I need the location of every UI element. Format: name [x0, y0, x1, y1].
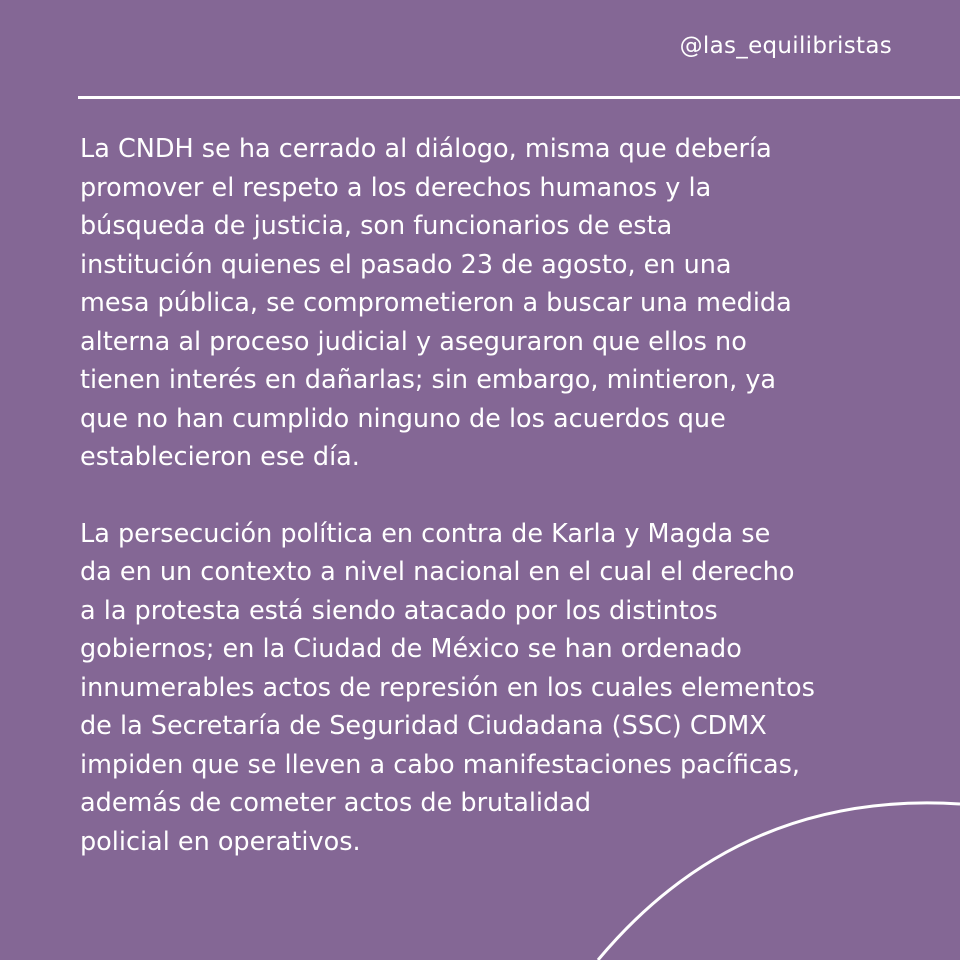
paragraph-2 [80, 515, 930, 862]
text-line: tienen interés en dañarlas; sin embargo, mintieron, ya [80, 365, 777, 395]
text-line: gobiernos; en la Ciudad de México se han ordenado [80, 634, 742, 664]
text-line: mesa pública, se comprometieron a buscar una medida [80, 288, 792, 318]
text-line: establecieron ese día. [80, 442, 360, 472]
text-line: promover el respeto a los derechos humanos y la [80, 172, 712, 203]
text-line: impiden que se lleven a cabo manifestaciones pacíficas, [80, 749, 800, 780]
text-line: búsqueda de justicia, son funcionarios de esta [80, 211, 673, 241]
text-line: a la protesta está siendo atacado por los distintos [80, 595, 718, 626]
text-line: da en un contexto a nivel nacional en el cual el derecho [80, 557, 795, 587]
top-divider [78, 96, 960, 99]
text-line: de la Secretaría de Seguridad Ciudadana (SSC) CDMX [80, 711, 767, 741]
text-line: La CNDH se ha cerrado al diálogo, misma que debería [80, 134, 772, 164]
text-line: que no han cumplido ninguno de los acuerdos que [80, 403, 726, 434]
body-text [80, 130, 930, 861]
paragraph-1 [80, 130, 930, 477]
handle: @las_equilibristas [679, 33, 892, 59]
text-line: La persecución política en contra de Karla y Magda se [80, 518, 771, 549]
text-line: institución quienes el pasado 23 de agosto, en una [80, 249, 732, 280]
text-line: alterna al proceso judicial y aseguraron que ellos no [80, 326, 747, 357]
text-line: policial en operativos. [80, 826, 361, 857]
text-line: innumerables actos de represión en los cuales elementos [80, 672, 815, 703]
text-line: además de cometer actos de brutalidad [80, 788, 592, 818]
